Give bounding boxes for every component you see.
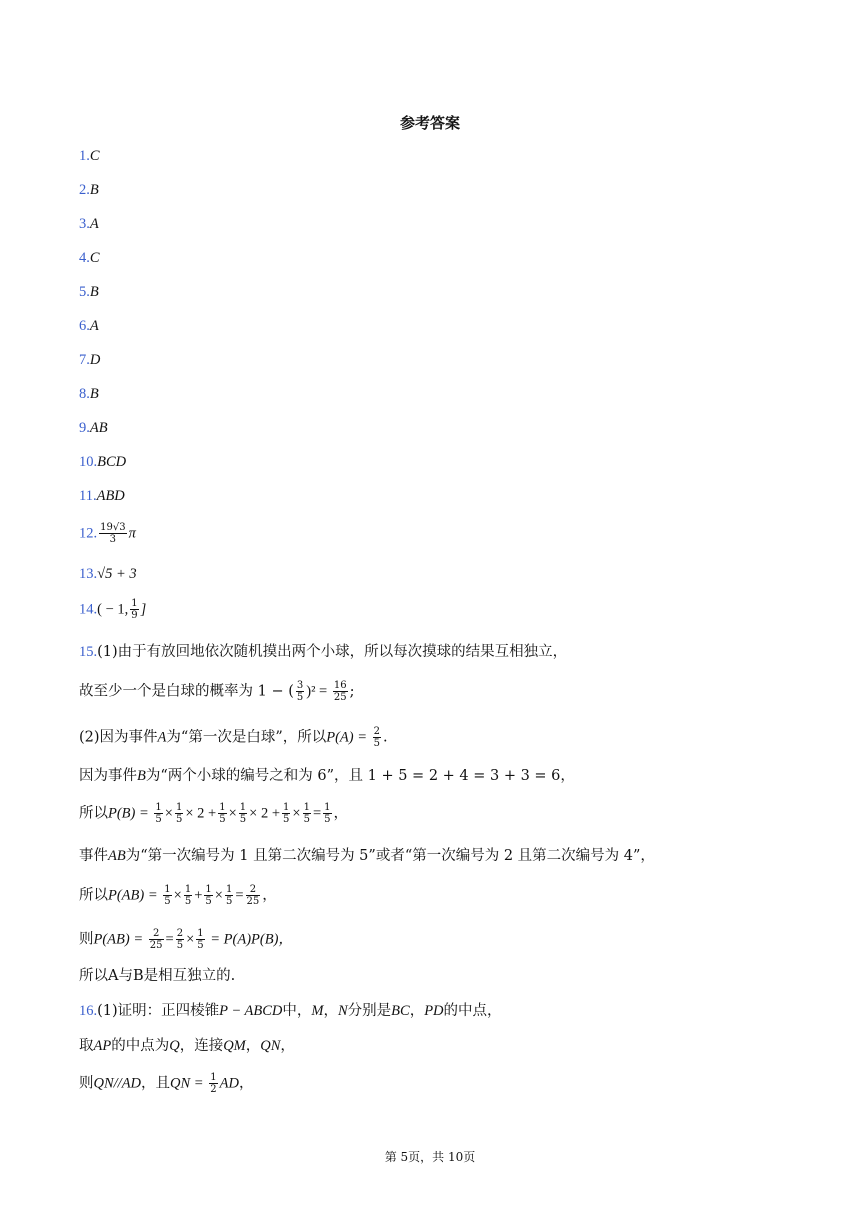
q16-line-1: 16.(1)证明：正四棱锥P − ABCD中，M，N分别是BC，PD的中点， — [79, 1003, 502, 1019]
question-number: 2. — [79, 182, 90, 198]
answer-2 — [79, 180, 99, 200]
question-number: 12. — [79, 525, 98, 542]
question-number: 14. — [79, 601, 98, 618]
fraction: $\frac{19√3}{3}$ — [100, 522, 126, 545]
question-number: 5. — [79, 284, 90, 300]
question-number: 1. — [79, 148, 90, 164]
q15-line-2: 故至少一个是白球的概率为 1 − ( $\frac{3}{5}$ )² = $\frac{16}{25}$ ; — [79, 680, 355, 703]
answer-12: 12. $\frac{19√3}{3}$ π — [79, 522, 136, 545]
answer-14: 14.( − 1, $\frac{1}{9}$ ] — [79, 598, 147, 621]
answer-value: B — [89, 182, 99, 198]
answer-10 — [79, 452, 126, 472]
fraction: $\frac{1}{9}$ — [131, 598, 138, 621]
q16-line-3: 则QN//AD，且QN = $\frac{1}{2}$ AD， — [79, 1072, 254, 1095]
answer-value: A — [89, 318, 99, 334]
q15-line-9: 所以A与B是相互独立的. — [79, 968, 236, 984]
answer-value: C — [89, 250, 100, 266]
answer-3 — [79, 214, 99, 234]
answer-value: B — [89, 386, 99, 402]
question-number: 16. — [79, 1003, 98, 1019]
answer-value: B — [89, 284, 99, 300]
question-number: 3. — [79, 216, 90, 232]
answer-6 — [79, 316, 99, 336]
answer-value: ABD — [96, 488, 125, 504]
q15-line-4: 因为事件B为“两个小球的编号之和为 6”，且 1 + 5 = 2 + 4 = 3 + 3 = 6， — [79, 768, 575, 784]
answer-8 — [79, 384, 99, 404]
answer-value: C — [89, 148, 100, 164]
answer-value: D — [89, 352, 101, 368]
question-number: 11. — [79, 488, 97, 504]
fraction: $\frac{1}{2}$ — [210, 1072, 217, 1095]
question-number: 7. — [79, 352, 90, 368]
answer-value: BCD — [97, 454, 127, 470]
question-number: 15. — [79, 644, 98, 660]
q15-line-7: 所以P(AB) = $\frac{1}{5}$ × $\frac{1}{5}$ + $\frac{1}{5}$ × $\frac{1}{5}$ = $\frac{2}{25}$ ， — [79, 884, 277, 907]
q15-line-1: 15.(1)由于有放回地依次随机摸出两个小球，所以每次摸球的结果互相独立， — [79, 644, 568, 660]
answer-value: A — [89, 216, 99, 232]
q15-line-8: 则P(AB) = $\frac{2}{25}$ = $\frac{2}{5}$ × $\frac{1}{5}$ = P(A)P(B)， — [79, 928, 293, 951]
question-number: 4. — [79, 250, 90, 266]
answer-5 — [79, 282, 99, 302]
fraction: $\frac{2}{5}$ — [373, 726, 381, 749]
answer-9 — [79, 418, 108, 438]
question-number: 8. — [79, 386, 90, 402]
answer-7 — [79, 350, 100, 370]
q16-line-2: 取AP的中点为Q，连接QM，QN， — [79, 1038, 295, 1054]
q15-line-6: 事件AB为“第一次编号为 1 且第二次编号为 5”或者“第一次编号为 2 且第二次编号为 4”， — [79, 848, 655, 864]
question-number: 10. — [79, 454, 98, 470]
fraction: $\frac{3}{5}$ — [296, 680, 304, 703]
fraction: $\frac{16}{25}$ — [333, 680, 347, 703]
question-number: 13. — [79, 566, 98, 582]
answer-11 — [79, 486, 125, 506]
answer-1 — [79, 146, 100, 166]
answer-13 — [79, 564, 137, 584]
q15-line-5: 所以P(B) = $\frac{1}{5}$ × $\frac{1}{5}$ × 2 + $\frac{1}{5}$ × $\frac{1}{5}$ × 2 + $\frac{1}{5}$ × $\frac{1}{5}$ = $\frac{1}{5}$ ， — [79, 802, 348, 825]
page-footer: 第 5页，共 10页 — [384, 1150, 476, 1164]
answer-value: √5 + 3 — [97, 566, 137, 582]
q15-line-3: (2)因为事件A为“第一次是白球”，所以P(A) = $\frac{2}{5}$ . — [79, 726, 388, 749]
answer-4 — [79, 248, 100, 268]
question-number: 6. — [79, 318, 90, 334]
page-title: 参考答案 — [399, 114, 460, 132]
question-number: 9. — [79, 420, 90, 436]
answer-value: AB — [89, 420, 108, 436]
